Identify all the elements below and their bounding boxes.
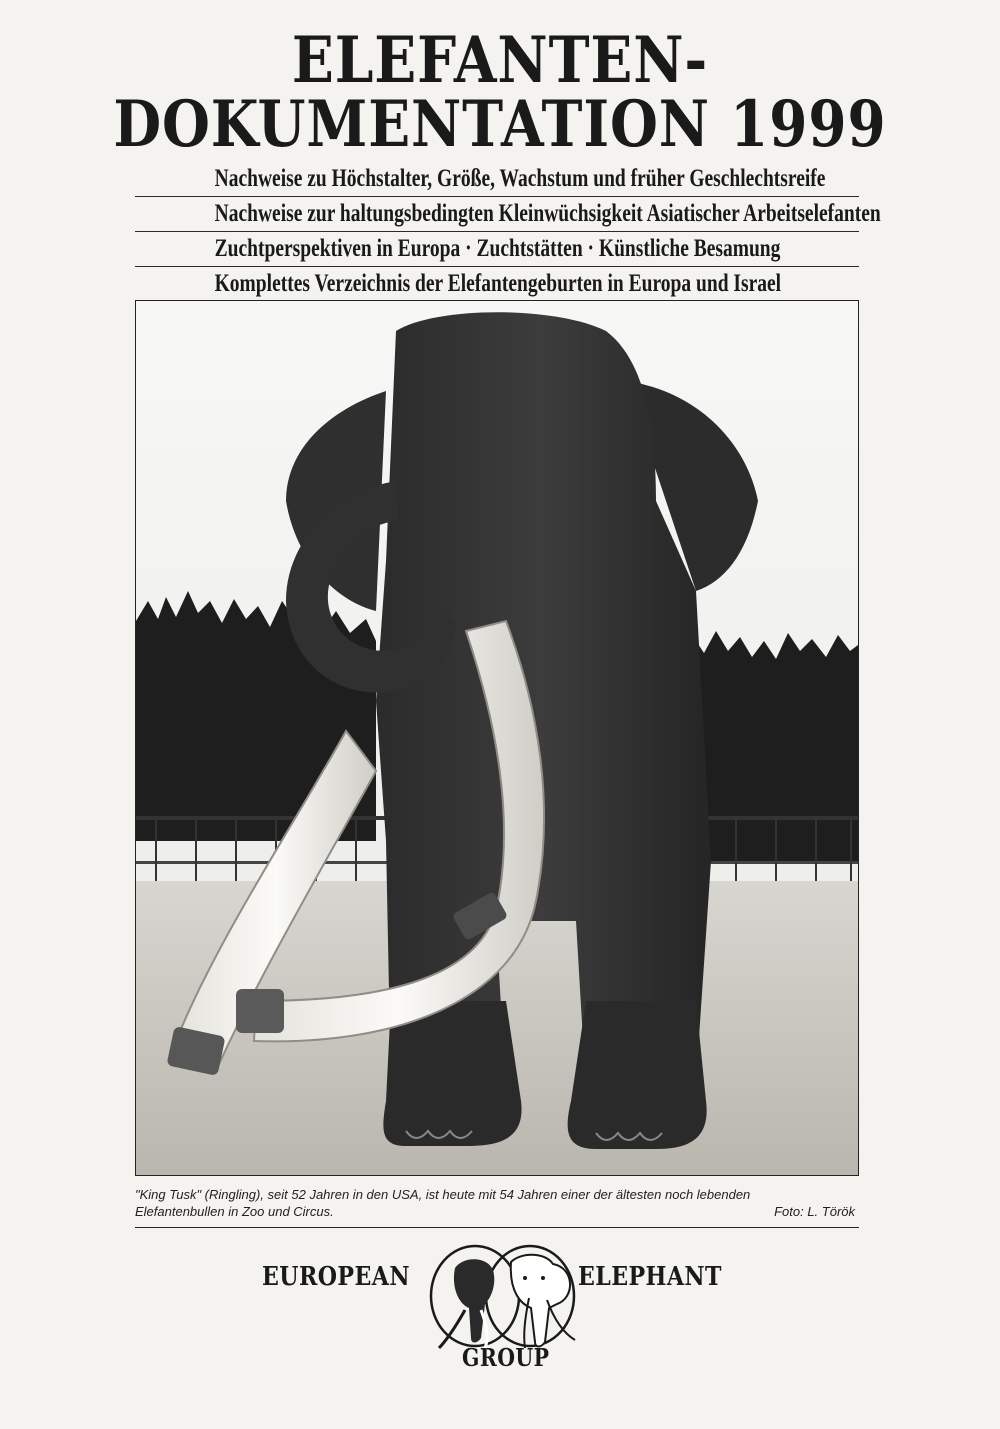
logo-word-right: ELEPHANT bbox=[578, 1262, 722, 1292]
logo-word-bottom: GROUP bbox=[462, 1343, 550, 1372]
title-line-1: ELEFANTEN- bbox=[291, 23, 709, 98]
elephant-photo bbox=[135, 300, 859, 1176]
title-line-2: DOKUMENTATION 1999 bbox=[113, 87, 887, 162]
subtitle-3: Zuchtperspektiven in Europa · Zuchtstätten · Künstliche Besamung bbox=[214, 235, 781, 262]
logo-word-left: EUROPEAN bbox=[262, 1262, 410, 1292]
caption-line-1: "King Tusk" (Ringling), seit 52 Jahren in den USA, ist heute mit 54 Jahren einer der ältesten noch lebenden bbox=[135, 1187, 751, 1202]
subtitle-list bbox=[135, 162, 881, 301]
subtitle-2: Nachweise zur haltungsbedingten Kleinwüchsigkeit Asiatischer Arbeitselefanten bbox=[214, 200, 881, 227]
subtitle-1: Nachweise zu Höchstalter, Größe, Wachstum und früher Geschlechtsreife bbox=[214, 165, 826, 192]
photo-credit: Foto: L. Török bbox=[774, 1204, 855, 1219]
elephant-photo-image bbox=[136, 301, 858, 1175]
divider bbox=[135, 1227, 859, 1228]
elephant-logo-icon bbox=[425, 1238, 580, 1373]
caption-line-2: Elefantenbullen in Zoo und Circus. bbox=[135, 1204, 334, 1219]
photo-caption bbox=[135, 1186, 859, 1220]
subtitle-4: Komplettes Verzeichnis der Elefantengeburten in Europa und Israel bbox=[214, 270, 782, 297]
